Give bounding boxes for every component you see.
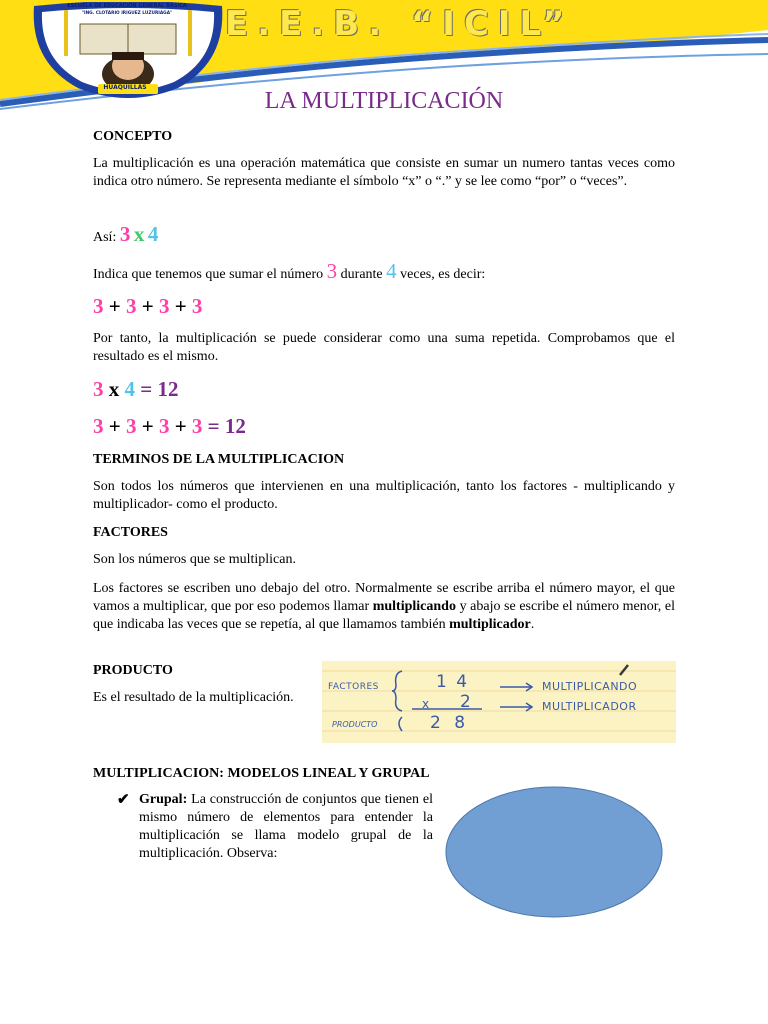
plus-sign: +	[174, 294, 187, 318]
indica-text-2: durante	[340, 267, 383, 282]
asi-times: x	[133, 222, 145, 246]
grupal-body: La construcción de conjuntos que tienen el mismo número de elementos para entender la multiplicación se llama modelo grupal de la multiplicación. Observa:	[139, 792, 434, 861]
eq-times: x	[108, 377, 120, 401]
factores-body-1: Son los números que se multiplican.	[93, 552, 296, 567]
eq-equals: =	[140, 377, 153, 401]
diagram-multiplier-value: 2	[460, 692, 471, 712]
plus-sign: +	[141, 294, 154, 318]
plus-sign: +	[141, 414, 154, 438]
producto-body: Es el resultado de la multiplicación.	[93, 690, 294, 705]
producto-heading: PRODUCTO	[93, 663, 173, 678]
diagram-multiplicando-label: MULTIPLICANDO	[542, 680, 638, 693]
factores-text-c: y abajo se escribe el número menor, el que indicaba las veces que se repetía, al que llamamos también	[93, 599, 675, 632]
indica-text-3: veces, es decir:	[400, 267, 486, 282]
asi-factor-b: 4	[147, 222, 159, 246]
asi-factor-a: 3	[119, 222, 131, 246]
logo-school-name: "ING. CLOTARIO IRIGUEZ LUZURIAGA"	[81, 11, 173, 16]
term-multiplicando: multiplicando	[372, 599, 456, 614]
sum-term: 3	[158, 414, 170, 438]
eq-result: 12	[224, 414, 246, 438]
group-model-ellipse	[445, 786, 663, 918]
sum-term: 3	[93, 414, 104, 438]
repeated-sum	[93, 293, 675, 319]
indica-text-1: Indica que tenemos que sumar el número	[93, 267, 324, 282]
sum-term: 3	[191, 294, 203, 318]
page-title: LA MULTIPLICACIÓN	[264, 88, 504, 114]
grupal-paragraph	[139, 791, 433, 863]
concepto-heading: CONCEPTO	[93, 129, 173, 144]
modelos-heading: MULTIPLICACION: MODELOS LINEAL Y GRUPAL	[93, 766, 430, 781]
diagram-multiplicador-label: MULTIPLICADOR	[542, 700, 637, 713]
term-multiplicador: multiplicador	[449, 617, 531, 632]
terminos-heading: TERMINOS DE LA MULTIPLICACION	[93, 452, 345, 467]
factores-body-2	[93, 580, 675, 634]
diagram-product-value: 2 8	[430, 713, 470, 733]
eq-equals: =	[207, 414, 220, 438]
equation-sum	[93, 413, 675, 439]
por-tanto-text: Por tanto, la multiplicación se puede considerar como una suma repetida. Comprobamos que el resultado es el mismo.	[93, 331, 675, 364]
sum-term: 3	[125, 294, 137, 318]
equation-multiplication	[93, 376, 675, 402]
asi-label: Así:	[93, 230, 117, 245]
grupal-label: Grupal:	[139, 792, 188, 807]
factores-text-e: .	[530, 617, 535, 632]
indica-line	[93, 259, 675, 287]
school-name: E.E.B. “ICIL”	[225, 4, 574, 44]
concepto-body: La multiplicación es una operación matemática que consiste en sumar un numero tantas veces como indica otro número. Se representa mediante el símbolo “x” o “.” y se lee como “por” o “veces”.	[93, 156, 675, 189]
factores-heading: FACTORES	[93, 525, 168, 540]
logo-school-type: ESCUELA DE EDUCACIÓN GENERAL BÁSICA	[67, 3, 187, 9]
asi-line	[93, 222, 675, 250]
sum-term: 3	[125, 414, 137, 438]
sum-term: 3	[191, 414, 203, 438]
diagram-multiplicand-value: 1 4	[436, 672, 470, 692]
diagram-times-sign: x	[422, 697, 430, 711]
plus-sign: +	[174, 414, 187, 438]
check-icon: ✔	[117, 792, 130, 808]
eq-factor-a: 3	[93, 377, 104, 401]
diagram-factores-label: FACTORES	[328, 682, 379, 692]
indica-number-3: 3	[326, 259, 338, 283]
factores-text-a: Los factores se escriben uno debajo del otro. Normalmente se escribe arriba el número mayor, el que vamos a multiplicar, que por eso podemos llamar	[93, 581, 675, 614]
terminos-body: Son todos los números que intervienen en una multiplicación, tanto los factores - multiplicando y multiplicador- como el producto.	[93, 479, 675, 512]
plus-sign: +	[108, 414, 121, 438]
indica-number-4: 4	[386, 259, 397, 283]
diagram-producto-label: PRODUCTO	[332, 720, 378, 729]
sum-term: 3	[93, 294, 104, 318]
eq-factor-b: 4	[124, 377, 135, 401]
plus-sign: +	[108, 294, 121, 318]
eq-result: 12	[157, 377, 179, 401]
sum-term: 3	[158, 294, 170, 318]
logo-city: HUAQUILLAS	[103, 84, 147, 91]
